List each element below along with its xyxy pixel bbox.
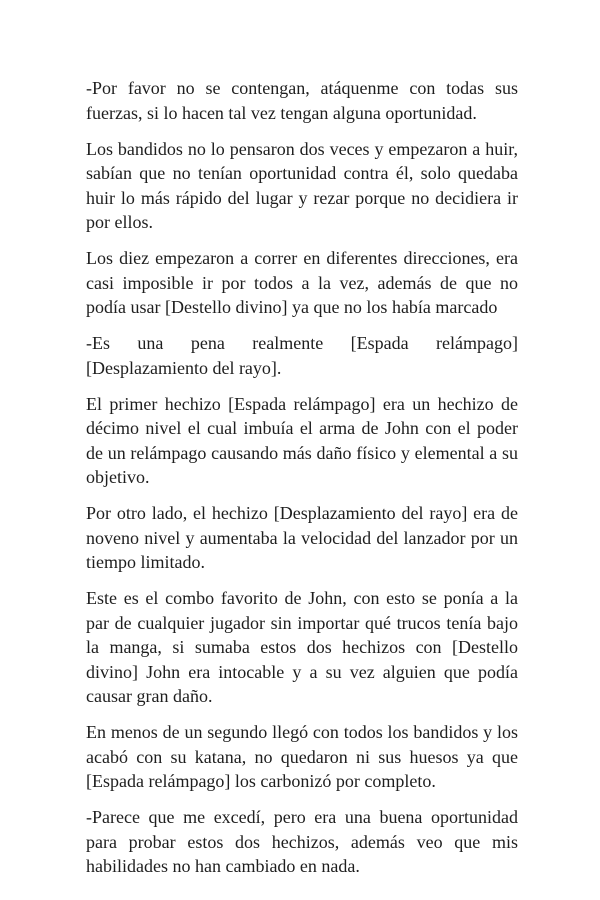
paragraph: Los diez empezaron a correr en diferentes direcciones, era casi imposible ir por todos a la vez, además de que no podía usar [Destello divino] ya que no los había marcado	[86, 248, 518, 317]
paragraph: En menos de un segundo llegó con todos los bandidos y los acabó con su katana, no quedaron ni sus huesos ya que [Espada relámpago] los carbonizó por completo.	[86, 722, 518, 791]
body-text	[86, 76, 518, 890]
paragraph: Este es el combo favorito de John, con esto se ponía a la par de cualquier jugador sin importar qué trucos tenía bajo la manga, si sumaba estos dos hechizos con [Destello divino] John era intocable y a su vez alguien que podía causar gran daño.	[86, 588, 518, 706]
paragraph: El primer hechizo [Espada relámpago] era un hechizo de décimo nivel el cual imbuía el arma de John con el poder de un relámpago causando más daño físico y elemental a su objetivo.	[86, 393, 518, 487]
paragraph: Los bandidos no lo pensaron dos veces y empezaron a huir, sabían que no tenían oportunidad contra él, solo quedaba huir lo más rápido del lugar y rezar porque no decidiera ir por ellos.	[86, 138, 518, 232]
paragraph: -Parece que me excedí, pero era una buena oportunidad para probar estos dos hechizos, además veo que mis habilidades no han cambiado en nada.	[86, 807, 518, 876]
paragraph: Por otro lado, el hechizo [Desplazamiento del rayo] era de noveno nivel y aumentaba la velocidad del lanzador por un tiempo limitado.	[86, 503, 518, 572]
paragraph: -Es una pena realmente [Espada relámpago] [Desplazamiento del rayo].	[86, 333, 518, 378]
paragraph: -Por favor no se contengan, atáquenme con todas sus fuerzas, si lo hacen tal vez tengan alguna oportunidad.	[86, 78, 518, 123]
